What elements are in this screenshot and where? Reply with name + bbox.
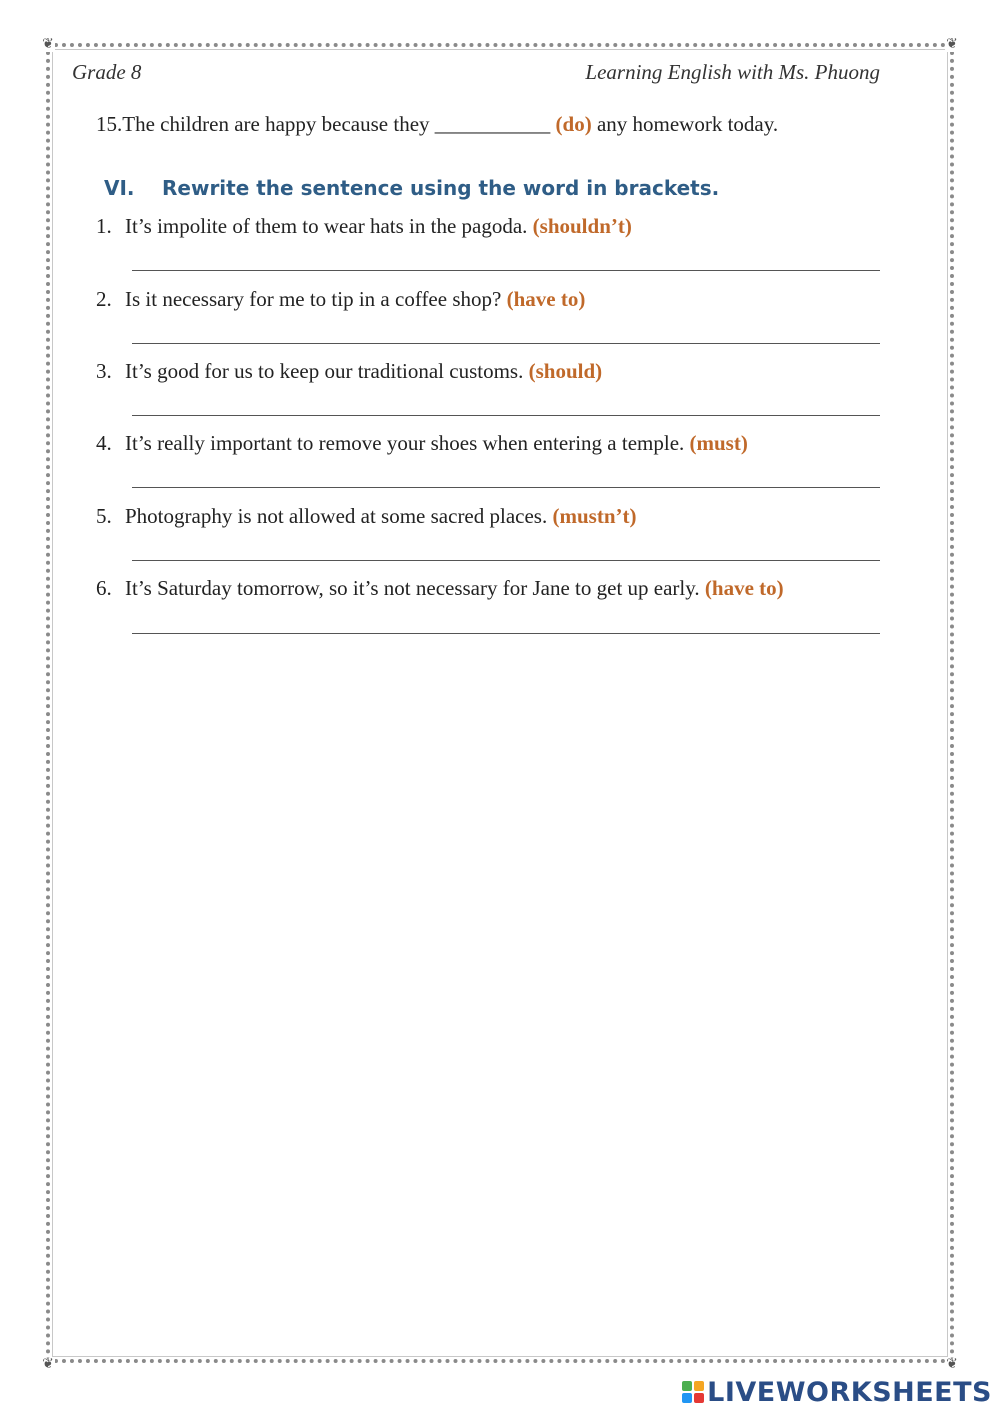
section-title: Rewrite the sentence using the word in brackets. bbox=[162, 176, 720, 200]
liveworksheets-logo[interactable] bbox=[682, 1377, 992, 1407]
logo-square bbox=[682, 1381, 692, 1391]
item-hint: (shouldn’t) bbox=[532, 214, 632, 238]
item-hint: (have to) bbox=[704, 576, 784, 600]
item-hint: (must) bbox=[689, 431, 748, 455]
exercise-item bbox=[96, 504, 636, 529]
logo-square bbox=[694, 1381, 704, 1391]
page-border bbox=[46, 43, 954, 1363]
question-15-text: 15.The children are happy because they ___________ bbox=[96, 112, 556, 136]
corner-ornament-icon: ❦ bbox=[42, 1357, 54, 1372]
item-sentence: It’s really important to remove your shoes when entering a temple. bbox=[125, 431, 690, 455]
item-sentence: It’s good for us to keep our traditional customs. bbox=[125, 359, 529, 383]
exercise-item bbox=[96, 431, 748, 456]
item-sentence: It’s impolite of them to wear hats in the pagoda. bbox=[125, 214, 533, 238]
answer-line[interactable] bbox=[132, 487, 880, 488]
answer-line[interactable] bbox=[132, 560, 880, 561]
corner-ornament-icon: ❦ bbox=[42, 37, 54, 52]
item-sentence: Is it necessary for me to tip in a coffee shop? bbox=[125, 287, 507, 311]
item-number: 5. bbox=[96, 504, 112, 528]
answer-line[interactable] bbox=[132, 343, 880, 344]
logo-square bbox=[682, 1393, 692, 1403]
item-sentence: It’s Saturday tomorrow, so it’s not necessary for Jane to get up early. bbox=[125, 576, 705, 600]
item-number: 6. bbox=[96, 576, 112, 600]
question-15-hint: (do) bbox=[555, 112, 592, 136]
item-hint: (mustn’t) bbox=[552, 504, 637, 528]
item-number: 1. bbox=[96, 214, 112, 238]
logo-square bbox=[694, 1393, 704, 1403]
answer-line[interactable] bbox=[132, 415, 880, 416]
logo-text: LIVEWORKSHEETS bbox=[707, 1376, 992, 1408]
header-course-title: Learning English with Ms. Phuong bbox=[585, 60, 880, 84]
corner-ornament-icon: ❦ bbox=[946, 37, 958, 52]
answer-line[interactable] bbox=[132, 270, 880, 271]
header-grade: Grade 8 bbox=[72, 60, 142, 84]
item-sentence: Photography is not allowed at some sacred places. bbox=[125, 504, 553, 528]
exercise-item bbox=[96, 359, 602, 384]
section-number: VI. bbox=[104, 176, 135, 200]
corner-ornament-icon: ❦ bbox=[946, 1357, 958, 1372]
item-number: 3. bbox=[96, 359, 112, 383]
question-15-text-end: any homework today. bbox=[591, 112, 779, 136]
answer-line[interactable] bbox=[132, 633, 880, 634]
section-heading bbox=[104, 176, 719, 200]
exercise-item bbox=[96, 287, 585, 312]
item-number: 4. bbox=[96, 431, 112, 455]
exercise-item bbox=[96, 214, 632, 239]
logo-mark-icon bbox=[682, 1381, 704, 1403]
exercise-item bbox=[96, 576, 784, 601]
item-number: 2. bbox=[96, 287, 112, 311]
question-15 bbox=[96, 112, 778, 137]
item-hint: (should) bbox=[528, 359, 603, 383]
item-hint: (have to) bbox=[506, 287, 586, 311]
